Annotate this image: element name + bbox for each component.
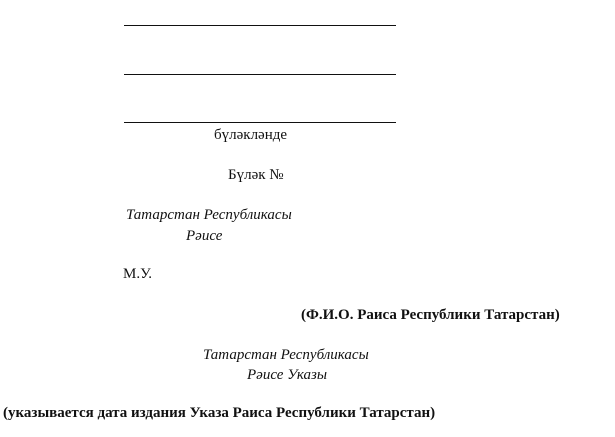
seal-mark: М.У. (123, 266, 153, 282)
president-title-line1: Татарстан Республикасы (126, 207, 292, 223)
president-title-line2: Рәисе (186, 228, 223, 244)
blank-line-2 (124, 74, 396, 75)
president-name-placeholder: (Ф.И.О. Раиса Республики Татарстан) (301, 307, 560, 323)
decree-title-line1: Татарстан Республикасы (203, 347, 369, 363)
award-number-label: Бүләк № (228, 167, 284, 183)
blank-line-3 (124, 122, 396, 123)
decree-date-placeholder: (указывается дата издания Указа Раиса Республики Татарстан) (3, 405, 436, 421)
attachment-word: бүләкләнде (214, 127, 288, 143)
blank-line-1 (124, 25, 396, 26)
decree-title-line2: Рәисе Указы (247, 367, 328, 383)
